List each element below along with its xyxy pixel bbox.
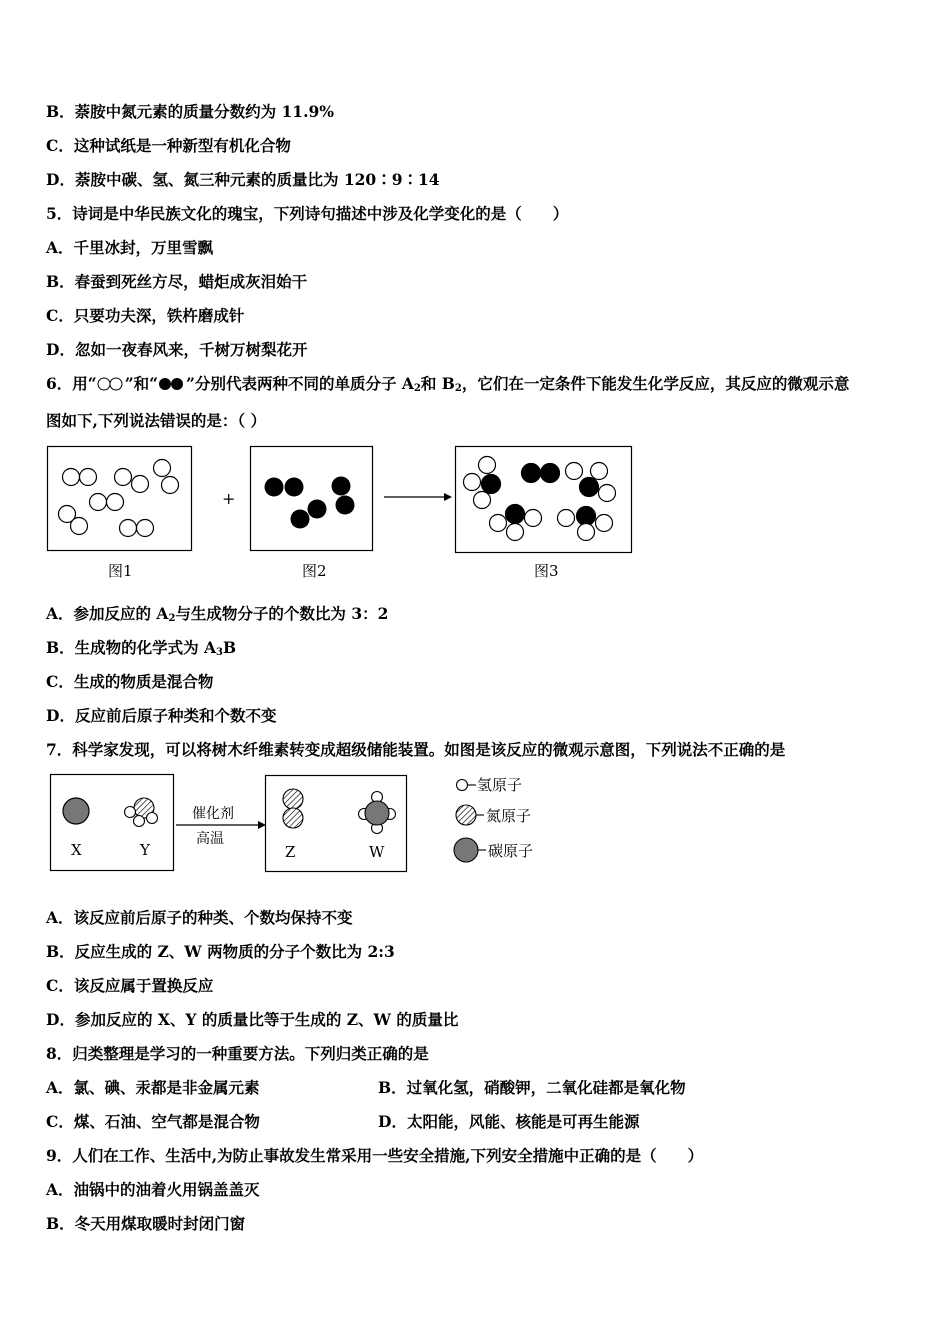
q6-stem-part: 和 B bbox=[420, 374, 455, 393]
subscript: 2 bbox=[168, 613, 176, 624]
q6a-part: 与生成物分子的个数比为 3：2 bbox=[175, 604, 389, 623]
nitrogen-atom bbox=[283, 789, 303, 809]
figure2-caption: 图2 bbox=[302, 562, 327, 580]
nitrogen-legend-icon bbox=[456, 805, 476, 825]
carbon-atom bbox=[365, 801, 389, 825]
q9-stem: 9．人们在工作、生活中,为防止事故发生常采用一些安全措施,下列安全措施中正确的是（ ） bbox=[46, 1146, 704, 1165]
q6-stem-part: ，它们在一定条件下能发生化学反应，其反应的微观示意 bbox=[461, 374, 850, 393]
figure2-box bbox=[251, 447, 373, 551]
q6-option-b bbox=[46, 638, 236, 663]
plus-sign: + bbox=[222, 489, 236, 508]
figure1-caption: 图1 bbox=[108, 562, 133, 580]
legend-carbon-label: 碳原子 bbox=[488, 842, 534, 860]
label-x: X bbox=[71, 841, 82, 859]
temperature-label: 高温 bbox=[196, 831, 224, 847]
a2-molecule-icon bbox=[97, 377, 125, 391]
q6-stem-line2: 图如下,下列说法错误的是：（ ） bbox=[46, 411, 267, 430]
q5-option-a: A．千里冰封，万里雪飘 bbox=[46, 238, 214, 257]
q9-option-b: B．冬天用煤取暖时封闭门窗 bbox=[46, 1214, 246, 1233]
q8-option-b: B．过氧化氢，硝酸钾，二氧化硅都是氧化物 bbox=[378, 1078, 686, 1097]
subscript: 3 bbox=[216, 647, 223, 658]
q6-stem-part: ”和“ bbox=[124, 374, 159, 393]
q8-option-a: A．氯、碘、汞都是非金属元素 bbox=[46, 1078, 260, 1097]
q6-stem bbox=[46, 374, 849, 399]
arrow-icon bbox=[258, 821, 266, 829]
q6-stem-part: 6．用“ bbox=[46, 374, 97, 393]
q4-option-d: D．萘胺中碳、氢、氮三种元素的质量比为 120∶9∶14 bbox=[46, 170, 440, 189]
q6-stem-part: ”分别代表两种不同的单质分子 A bbox=[186, 374, 414, 393]
catalyst-label: 催化剂 bbox=[192, 806, 234, 822]
carbon-atom-x bbox=[63, 798, 89, 824]
label-w: W bbox=[369, 843, 385, 861]
q9-option-a: A．油锅中的油着火用锅盖盖灭 bbox=[46, 1180, 260, 1199]
figure3-caption: 图3 bbox=[534, 562, 559, 580]
q8-option-c: C．煤、石油、空气都是混合物 bbox=[46, 1112, 260, 1131]
q4-option-b: B．萘胺中氮元素的质量分数约为 11.9% bbox=[46, 102, 334, 121]
subscript: 2 bbox=[454, 383, 462, 394]
q7-option-a: A．该反应前后原子的种类、个数均保持不变 bbox=[46, 908, 353, 927]
q7-stem: 7．科学家发现，可以将树木纤维素转变成超级储能装置。如图是该反应的微观示意图，下列说法不正确的是 bbox=[46, 740, 786, 759]
q4-option-c: C．这种试纸是一种新型有机化合物 bbox=[46, 136, 291, 155]
q6a-part: A．参加反应的 A bbox=[46, 604, 169, 623]
q5-option-c: C．只要功夫深，铁杵磨成针 bbox=[46, 306, 245, 325]
q6-option-d: D．反应前后原子种类和个数不变 bbox=[46, 706, 277, 725]
q7-option-b: B．反应生成的 Z、W 两物质的分子个数比为 2:3 bbox=[46, 942, 395, 961]
q8-stem: 8．归类整理是学习的一种重要方法。下列归类正确的是 bbox=[46, 1044, 429, 1063]
q6-reaction-diagram bbox=[46, 444, 636, 556]
q5-option-d: D．忽如一夜春风来，千树万树梨花开 bbox=[46, 340, 308, 359]
legend-nitrogen-label: 氮原子 bbox=[486, 807, 532, 825]
q7-reaction-diagram bbox=[46, 770, 566, 876]
hydrogen-legend-icon bbox=[457, 780, 468, 791]
q6b-part: B．生成物的化学式为 A bbox=[46, 638, 217, 657]
subscript: 2 bbox=[413, 383, 421, 394]
q6-option-c: C．生成的物质是混合物 bbox=[46, 672, 214, 691]
q7-option-c: C．该反应属于置换反应 bbox=[46, 976, 214, 995]
q6b-part: B bbox=[223, 638, 237, 657]
q7-option-d: D．参加反应的 X、Y 的质量比等于生成的 Z、W 的质量比 bbox=[46, 1010, 459, 1029]
legend-hydrogen-label: 氢原子 bbox=[477, 776, 523, 794]
q6-option-a bbox=[46, 604, 388, 629]
carbon-legend-icon bbox=[454, 838, 478, 862]
arrow-icon bbox=[444, 493, 452, 501]
label-z: Z bbox=[285, 843, 296, 861]
q8-option-d: D．太阳能，风能、核能是可再生能源 bbox=[378, 1112, 640, 1131]
b2-molecule-icon bbox=[158, 377, 186, 391]
label-y: Y bbox=[140, 841, 150, 859]
q5-stem: 5．诗词是中华民族文化的瑰宝，下列诗句描述中涉及化学变化的是（ ） bbox=[46, 204, 569, 223]
q5-option-b: B．春蚕到死丝方尽，蜡炬成灰泪始干 bbox=[46, 272, 308, 291]
nitrogen-atom bbox=[283, 808, 303, 828]
